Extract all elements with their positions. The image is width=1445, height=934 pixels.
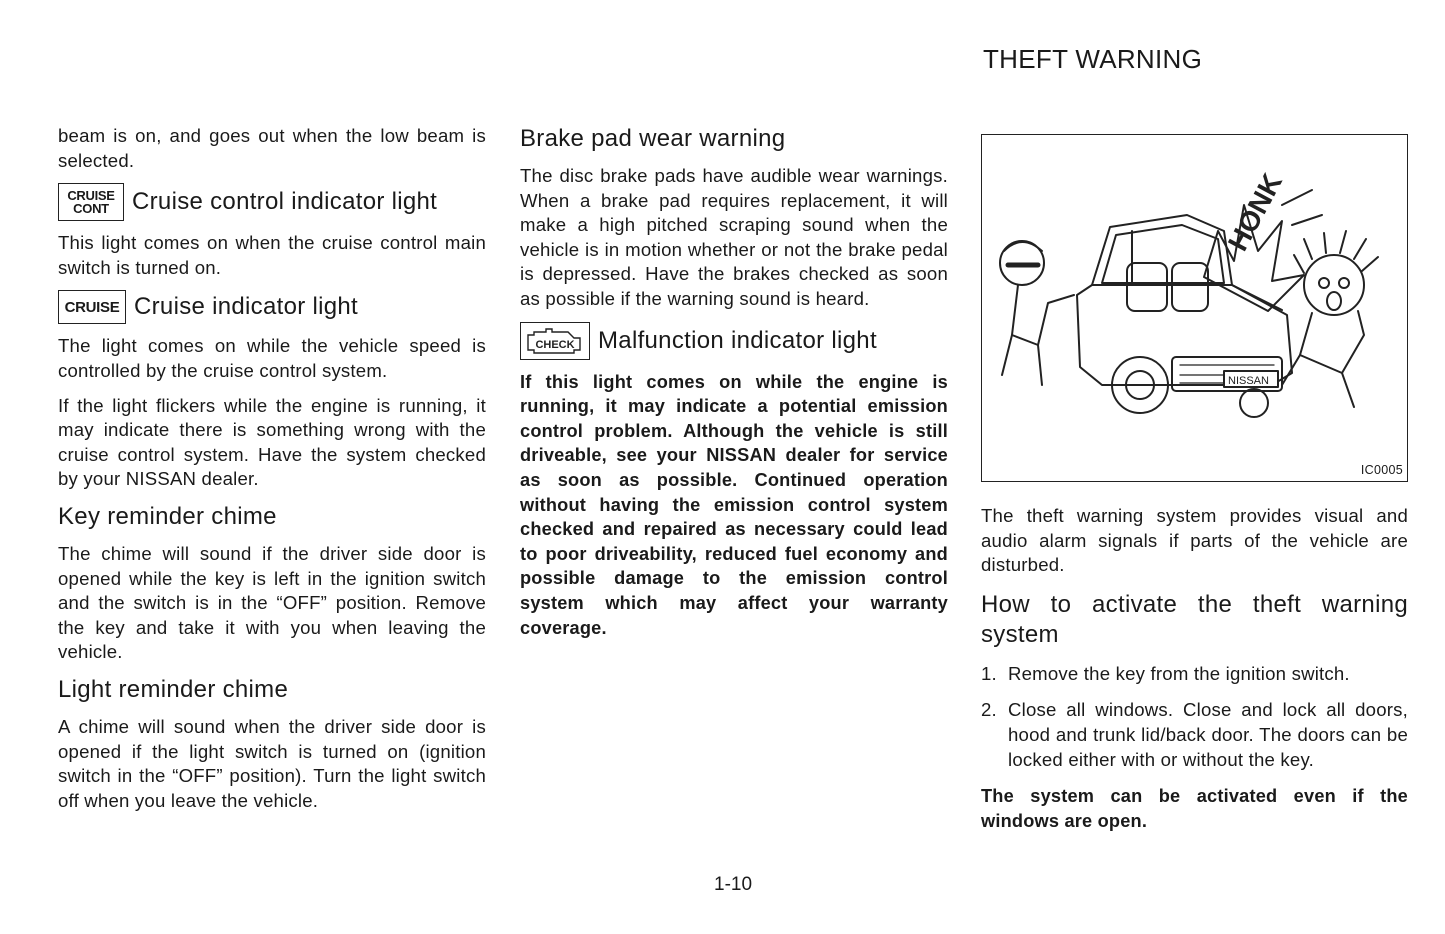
brake-title: Brake pad wear warning — [520, 125, 786, 152]
intro-text: beam is on, and goes out when the low beam is selected. — [58, 125, 486, 171]
column-left — [58, 124, 486, 813]
key-chime-title: Key reminder chime — [58, 502, 277, 530]
cruise-control-title: Cruise control indicator light — [132, 188, 438, 216]
badge-line2: CONT — [73, 201, 109, 217]
cruise-body-2: If the light flickers while the engine is running, it may indicate there is something wrong with the cruise control system. Have the system checked by your NISSAN dealer. — [58, 394, 486, 490]
cruise-control-heading — [58, 183, 486, 221]
malfunction-warning: If this light comes on while the engine is running, it may indicate a potential emission control problem. Although the vehicle is still driveable, see your NISSAN dealer for service as soon as possible. Continued operation without having the emission control system checked and repaired as necessary could lead to poor driveability, reduced fuel economy and possible damage to the emission control system which may affect your warranty coverage. — [520, 371, 948, 638]
activate-steps — [981, 662, 1408, 772]
list-item: 1. Remove the key from the ignition switch. — [981, 662, 1350, 684]
column-middle — [520, 124, 948, 640]
figure-code: IC0005 — [1360, 463, 1403, 477]
theft-illustration — [981, 134, 1408, 482]
light-chime-body: A chime will sound when the driver side door is opened if the light switch is turned on (ignition switch in the “OFF” position). Turn the light switch off when you leave the vehicle. — [58, 715, 486, 811]
theft-intro: The theft warning system provides visual and audio alarm signals if parts of the vehicle are disturbed. — [981, 505, 1408, 576]
column-right — [981, 134, 1408, 833]
list-item: 2. Close all windows. Close and lock all doors, hood and trunk lid/back door. The doors can be locked either with or without the key. — [981, 699, 1408, 770]
activate-title: How to activate the theft warning system — [981, 590, 1408, 648]
key-chime-body: The chime will sound if the driver side door is opened while the key is left in the ignition switch and the switch is in the “OFF” position. Remove the key and take it with you when leaving the vehicle. — [58, 542, 486, 663]
cruise-indicator-icon: CRUISE — [58, 290, 126, 324]
license-plate-text: NISSAN — [1228, 375, 1269, 387]
malfunction-heading — [520, 322, 948, 360]
car-alarm-drawing — [982, 135, 1406, 480]
check-engine-icon — [520, 322, 590, 360]
cruise-body-1: The light comes on while the vehicle speed is controlled by the cruise control system. — [58, 335, 486, 381]
cruise-title: Cruise indicator light — [134, 293, 359, 321]
cruise-control-indicator-icon — [58, 183, 124, 221]
page-number: 1-10 — [714, 874, 753, 895]
check-icon-label: CHECK — [535, 338, 575, 351]
activate-note: The system can be activated even if the windows are open. — [981, 786, 1408, 831]
badge-line1: CRUISE — [67, 188, 115, 204]
malfunction-title: Malfunction indicator light — [598, 326, 877, 354]
brake-body: The disc brake pads have audible wear warnings. When a brake pad requires replacement, it will make a high pitched scraping sound when the vehicle is in motion whether or not the brake pedal is depressed. Have the brakes checked as soon as possible if the warning sound is heard. — [520, 165, 948, 309]
light-chime-title: Light reminder chime — [58, 675, 289, 703]
section-title: THEFT WARNING — [983, 44, 1203, 74]
cruise-control-body: This light comes on when the cruise control main switch is turned on. — [58, 232, 486, 278]
cruise-heading — [58, 290, 486, 324]
horn-text: HONK — [1221, 168, 1289, 256]
